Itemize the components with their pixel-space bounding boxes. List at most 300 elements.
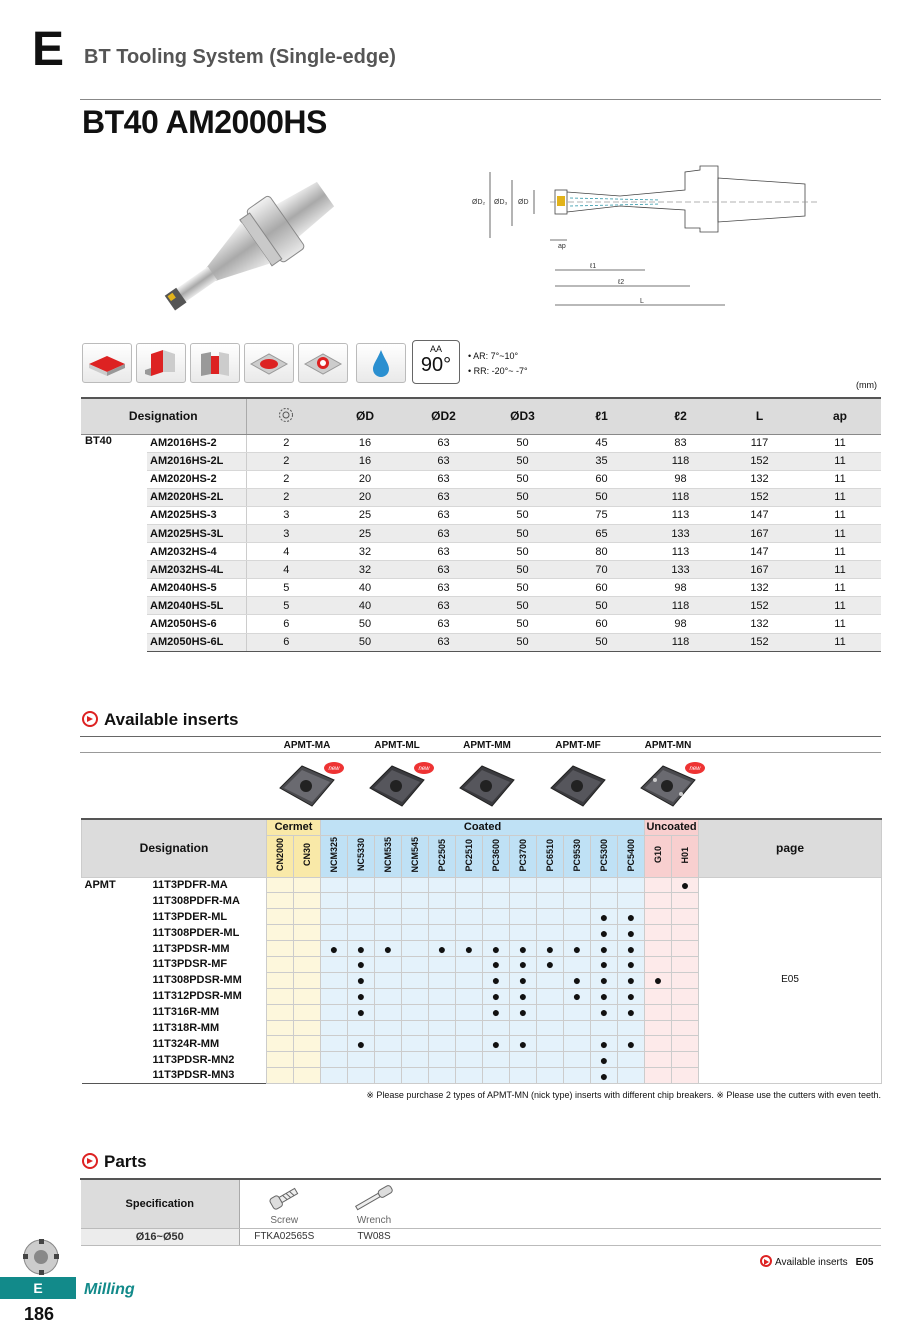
grade-cell: [321, 1004, 348, 1020]
header-divider: [80, 99, 881, 100]
grade-cell: [267, 941, 294, 957]
value-cell: 132: [720, 615, 799, 633]
grade-cell: [267, 988, 294, 1004]
grade-cell: [510, 893, 537, 909]
grade-pc6510: PC6510: [537, 835, 564, 877]
availability-dot: ●: [545, 956, 555, 973]
label-l2: ℓ2: [618, 279, 625, 286]
insert-code: 11T3PDSR-MN2: [150, 1052, 267, 1068]
designation-cell: AM2020HS-2L: [147, 488, 246, 506]
grade-cell: [618, 893, 645, 909]
grade-cell: [591, 972, 618, 988]
grade-cell: [267, 972, 294, 988]
col-ap: ap: [799, 398, 881, 434]
grade-cell: [564, 1004, 591, 1020]
grade-cell: [591, 925, 618, 941]
grade-cell: [483, 877, 510, 893]
grade-cell: [456, 1068, 483, 1084]
insert-image-ma: [272, 758, 344, 816]
grade-cell: [375, 909, 402, 925]
grade-cell: [672, 1036, 699, 1052]
grade-pc5300: PC5300: [591, 835, 618, 877]
grade-cell: [402, 909, 429, 925]
grade-cell: [348, 877, 375, 893]
grade-cell: [645, 941, 672, 957]
grade-cell: [618, 925, 645, 941]
value-cell: 50: [483, 561, 562, 579]
insert-code: 11T318R-MM: [150, 1020, 267, 1036]
value-cell: 50: [483, 543, 562, 561]
parts-data-row: [81, 1228, 881, 1245]
value-cell: 11: [799, 615, 881, 633]
value-cell: 63: [404, 597, 483, 615]
grade-h01: H01: [672, 835, 699, 877]
group-spacer: [82, 1068, 150, 1084]
value-cell: 11: [799, 470, 881, 488]
grade-cell: [375, 1036, 402, 1052]
value-cell: 11: [799, 506, 881, 524]
table-row: [81, 506, 881, 524]
grade-cell: [537, 1004, 564, 1020]
table-row: [81, 524, 881, 542]
value-cell: 5: [246, 597, 326, 615]
group-spacer: [82, 1004, 150, 1020]
table-row: [81, 488, 881, 506]
value-cell: 50: [483, 470, 562, 488]
grade-cell: [564, 1036, 591, 1052]
col-flutes: [246, 398, 326, 434]
table-row: [81, 543, 881, 561]
col-l2: ℓ2: [641, 398, 720, 434]
grade-cell: [483, 909, 510, 925]
value-cell: 132: [720, 470, 799, 488]
insert-notes: ※ Please purchase 2 types of APMT-MN (nick type) inserts with different chip breakers. ※ Please use the cutters with even teeth.: [366, 1090, 881, 1100]
grade-cell: [510, 1004, 537, 1020]
grade-cell: [375, 893, 402, 909]
grade-pc3700: PC3700: [510, 835, 537, 877]
group-spacer: [82, 909, 150, 925]
grade-cell: [618, 956, 645, 972]
col-designation: Designation: [81, 398, 246, 434]
grade-cell: [321, 941, 348, 957]
designation-cell: AM2016HS-2: [147, 434, 246, 452]
grade-g10: G10: [645, 835, 672, 877]
value-cell: 20: [326, 470, 404, 488]
value-cell: 65: [562, 524, 641, 542]
availability-dot: ●: [599, 1035, 609, 1052]
value-cell: 50: [483, 633, 562, 651]
grade-cell: [591, 1020, 618, 1036]
availability-dot: ●: [329, 940, 339, 957]
value-cell: 40: [326, 579, 404, 597]
grade-cell: [375, 1020, 402, 1036]
availability-dot: ●: [356, 956, 366, 973]
grade-cell: [402, 988, 429, 1004]
grade-cell: [672, 941, 699, 957]
approach-angle-badge: [412, 340, 460, 384]
grade-cell: [294, 1036, 321, 1052]
value-cell: 60: [562, 615, 641, 633]
grade-cell: [429, 909, 456, 925]
part-screw: [239, 1180, 329, 1228]
availability-dot: ●: [626, 1035, 636, 1052]
grade-cell: [564, 988, 591, 1004]
grade-cell: [483, 1068, 510, 1084]
page-number: 186: [24, 1304, 55, 1324]
screw-icon: [264, 1184, 304, 1212]
insert-row: [82, 877, 882, 893]
grade-cell: [483, 893, 510, 909]
grade-cell: [294, 1004, 321, 1020]
chapter-label: Milling: [84, 1281, 135, 1298]
wrench-code: TW08S: [329, 1228, 419, 1245]
grade-cell: [672, 1004, 699, 1020]
value-cell: 50: [483, 524, 562, 542]
grade-cell: [672, 909, 699, 925]
value-cell: 63: [404, 579, 483, 597]
value-cell: 118: [641, 633, 720, 651]
designation-cell: AM2040HS-5L: [147, 597, 246, 615]
group-cermet: Cermet: [267, 819, 321, 835]
grade-cell: [618, 988, 645, 1004]
grade-cell: [510, 925, 537, 941]
table-header-row: [81, 398, 881, 434]
grade-cell: [564, 1020, 591, 1036]
insert-code: 11T308PDSR-MM: [150, 972, 267, 988]
grade-cell: [375, 1004, 402, 1020]
grade-cell: [321, 893, 348, 909]
grade-cell: [456, 877, 483, 893]
value-cell: 63: [404, 615, 483, 633]
grade-nc5330: NC5330: [348, 835, 375, 877]
grade-cell: [510, 1036, 537, 1052]
page-ref: E05: [699, 877, 882, 1084]
value-cell: 11: [799, 488, 881, 506]
insert-code: 11T316R-MM: [150, 1004, 267, 1020]
grade-cell: [429, 988, 456, 1004]
grade-cell: [348, 1052, 375, 1068]
designation-cell: AM2025HS-3: [147, 506, 246, 524]
grade-cell: [618, 1004, 645, 1020]
grade-cell: [645, 956, 672, 972]
grade-cell: [672, 1068, 699, 1084]
value-cell: 3: [246, 506, 326, 524]
grade-cell: [456, 1036, 483, 1052]
grade-cell: [294, 1020, 321, 1036]
grade-cell: [537, 956, 564, 972]
grade-cell: [537, 1036, 564, 1052]
grade-cell: [294, 877, 321, 893]
grade-cell: [321, 909, 348, 925]
value-cell: 16: [326, 434, 404, 452]
grade-pc2510: PC2510: [456, 835, 483, 877]
insert-type-mn: APMT-MN: [644, 740, 692, 751]
grade-cell: [267, 925, 294, 941]
grade-cell: [375, 941, 402, 957]
value-cell: 16: [326, 452, 404, 470]
availability-dot: ●: [599, 1067, 609, 1084]
availability-dot: ●: [680, 876, 690, 893]
wrench-label: Wrench: [356, 1214, 392, 1226]
value-cell: 50: [483, 506, 562, 524]
grade-cell: [429, 956, 456, 972]
grade-cell: [456, 1020, 483, 1036]
availability-dot: ●: [518, 1035, 528, 1052]
value-cell: 20: [326, 488, 404, 506]
value-cell: 60: [562, 470, 641, 488]
grade-cell: [429, 877, 456, 893]
group-spacer: [82, 941, 150, 957]
grade-cell: [402, 972, 429, 988]
availability-dot: ●: [356, 1035, 366, 1052]
availability-dot: ●: [599, 988, 609, 1005]
value-cell: 63: [404, 543, 483, 561]
group-spacer: [82, 925, 150, 941]
link-arrow-icon: [760, 1255, 772, 1267]
col-l1: ℓ1: [562, 398, 641, 434]
page-title: BT40 AM2000HS: [82, 104, 327, 140]
group-uncoated: Uncoated: [645, 819, 699, 835]
grade-cell: [456, 972, 483, 988]
parts-filler: [419, 1180, 881, 1228]
group-spacer: [82, 1052, 150, 1068]
value-cell: 40: [326, 597, 404, 615]
available-inserts-heading: Available inserts: [82, 710, 239, 730]
section-arrow-icon: [82, 1153, 98, 1169]
grade-cell: [510, 988, 537, 1004]
group-spacer: [82, 1036, 150, 1052]
value-cell: 32: [326, 543, 404, 561]
link-page: E05: [855, 1257, 874, 1268]
availability-dot: ●: [626, 988, 636, 1005]
value-cell: 2: [246, 488, 326, 506]
inserts-divider: [80, 736, 881, 737]
grade-cell: [645, 909, 672, 925]
grade-cell: [537, 988, 564, 1004]
grade-cell: [510, 941, 537, 957]
availability-dot: ●: [599, 908, 609, 925]
value-cell: 63: [404, 561, 483, 579]
grade-cell: [429, 925, 456, 941]
insert-code: 11T3PDSR-MF: [150, 956, 267, 972]
grade-cell: [375, 925, 402, 941]
grade-cell: [645, 1052, 672, 1068]
grade-cell: [645, 1004, 672, 1020]
grade-cell: [564, 893, 591, 909]
grade-cell: [456, 1004, 483, 1020]
group-spacer: [82, 972, 150, 988]
available-inserts-link[interactable]: Available inserts E05: [760, 1255, 873, 1268]
grade-cell: [429, 941, 456, 957]
grade-cn30: CN30: [294, 835, 321, 877]
table-row: [81, 470, 881, 488]
grade-cell: [591, 909, 618, 925]
value-cell: 6: [246, 615, 326, 633]
grade-cell: [375, 972, 402, 988]
grade-cell: [537, 1020, 564, 1036]
group-spacer: [82, 893, 150, 909]
insert-type-ma: APMT-MA: [283, 740, 331, 751]
grade-cell: [645, 1068, 672, 1084]
grade-cell: [537, 877, 564, 893]
inserts-divider-2: [80, 752, 881, 753]
value-cell: 50: [562, 597, 641, 615]
grade-cell: [510, 956, 537, 972]
availability-dot: ●: [464, 940, 474, 957]
svg-text:new: new: [328, 766, 340, 772]
grade-cell: [564, 1052, 591, 1068]
availability-dot: ●: [626, 908, 636, 925]
value-cell: 118: [641, 488, 720, 506]
grade-cell: [591, 1004, 618, 1020]
grade-cell: [348, 1004, 375, 1020]
table-row: [81, 615, 881, 633]
col-d: ØD: [326, 398, 404, 434]
grade-cell: [672, 877, 699, 893]
insert-code: 11T3PDER-ML: [150, 909, 267, 925]
value-cell: 75: [562, 506, 641, 524]
grade-cell: [348, 972, 375, 988]
grade-cell: [456, 925, 483, 941]
value-cell: 11: [799, 633, 881, 651]
value-cell: 6: [246, 633, 326, 651]
insert-code: 11T308PDFR-MA: [150, 893, 267, 909]
grade-cell: [672, 972, 699, 988]
availability-dot: ●: [518, 956, 528, 973]
insert-code: 11T308PDER-ML: [150, 925, 267, 941]
value-cell: 63: [404, 524, 483, 542]
value-cell: 11: [799, 543, 881, 561]
grade-cell: [267, 893, 294, 909]
value-cell: 83: [641, 434, 720, 452]
grade-cell: [618, 1052, 645, 1068]
value-cell: 70: [562, 561, 641, 579]
grade-cell: [294, 925, 321, 941]
insert-code: 11T312PDSR-MM: [150, 988, 267, 1004]
value-cell: 2: [246, 434, 326, 452]
grade-cell: [672, 1020, 699, 1036]
screw-label: Screw: [270, 1214, 299, 1226]
availability-dot: ●: [599, 1051, 609, 1068]
designation-cell: AM2032HS-4L: [147, 561, 246, 579]
value-cell: 98: [641, 470, 720, 488]
insert-type-mf: APMT-MF: [555, 740, 601, 751]
grade-cell: [510, 909, 537, 925]
grade-cell: [402, 941, 429, 957]
grade-cell: [348, 909, 375, 925]
grade-ncm325: NCM325: [321, 835, 348, 877]
group-coated: Coated: [321, 819, 645, 835]
grade-cell: [564, 877, 591, 893]
tool-dimension-drawing: [460, 160, 900, 320]
availability-dot: ●: [356, 940, 366, 957]
grade-cell: [267, 1020, 294, 1036]
value-cell: 11: [799, 579, 881, 597]
axial-rake-note: • AR: 7°~10°: [468, 351, 519, 361]
grade-cell: [348, 893, 375, 909]
grade-cell: [564, 956, 591, 972]
grade-cell: [483, 988, 510, 1004]
grade-cell: [483, 972, 510, 988]
grade-cell: [537, 909, 564, 925]
grade-cell: [483, 1020, 510, 1036]
designation-cell: AM2025HS-3L: [147, 524, 246, 542]
grade-cell: [348, 1020, 375, 1036]
grade-cell: [591, 988, 618, 1004]
availability-dot: ●: [356, 1004, 366, 1021]
grade-cell: [402, 956, 429, 972]
value-cell: 113: [641, 506, 720, 524]
availability-dot: ●: [599, 972, 609, 989]
grade-cell: [267, 1052, 294, 1068]
grade-cell: [348, 988, 375, 1004]
grade-cell: [510, 1020, 537, 1036]
value-cell: 32: [326, 561, 404, 579]
label-ap: ap: [558, 243, 566, 250]
grade-group-row: [82, 819, 882, 835]
grade-cell: [321, 925, 348, 941]
milling-cutter-icon: [20, 1237, 62, 1277]
wrench-icon: [350, 1184, 398, 1212]
chapter-tab: E: [0, 1277, 76, 1299]
availability-dot: ●: [572, 988, 582, 1005]
grade-cell: [483, 1052, 510, 1068]
grade-cell: [483, 925, 510, 941]
section-title: BT Tooling System (Single-edge): [84, 46, 396, 68]
grade-cell: [483, 941, 510, 957]
value-cell: 98: [641, 579, 720, 597]
value-cell: 2: [246, 470, 326, 488]
grade-cell: [321, 988, 348, 1004]
grade-cell: [267, 909, 294, 925]
grade-cell: [429, 1004, 456, 1020]
grade-cell: [429, 1068, 456, 1084]
slotting-icon: [190, 343, 240, 383]
grade-cell: [564, 1068, 591, 1084]
grade-cell: [375, 956, 402, 972]
value-cell: 4: [246, 561, 326, 579]
grade-ncm545: NCM545: [402, 835, 429, 877]
group-label: BT40: [85, 434, 112, 447]
grade-cell: [402, 925, 429, 941]
value-cell: 63: [404, 633, 483, 651]
table-row: [81, 452, 881, 470]
grade-cell: [456, 909, 483, 925]
value-cell: 132: [720, 579, 799, 597]
value-cell: 63: [404, 452, 483, 470]
svg-text:new: new: [418, 766, 430, 772]
grade-cell: [456, 941, 483, 957]
value-cell: 117: [720, 434, 799, 452]
value-cell: 50: [326, 615, 404, 633]
grade-cell: [672, 1052, 699, 1068]
row-spec: Ø16~Ø50: [81, 1228, 239, 1245]
value-cell: 152: [720, 452, 799, 470]
grade-cell: [591, 1052, 618, 1068]
insert-image-mm: [452, 758, 524, 816]
grade-cell: [591, 1068, 618, 1084]
value-cell: 11: [799, 524, 881, 542]
availability-dot: ●: [626, 1004, 636, 1021]
spec-label: Specification: [81, 1180, 239, 1228]
grade-cell: [429, 893, 456, 909]
availability-dot: ●: [599, 1004, 609, 1021]
grade-cell: [321, 972, 348, 988]
grade-cell: [564, 972, 591, 988]
grade-cell: [321, 1020, 348, 1036]
grade-cell: [672, 956, 699, 972]
grade-cell: [429, 1036, 456, 1052]
